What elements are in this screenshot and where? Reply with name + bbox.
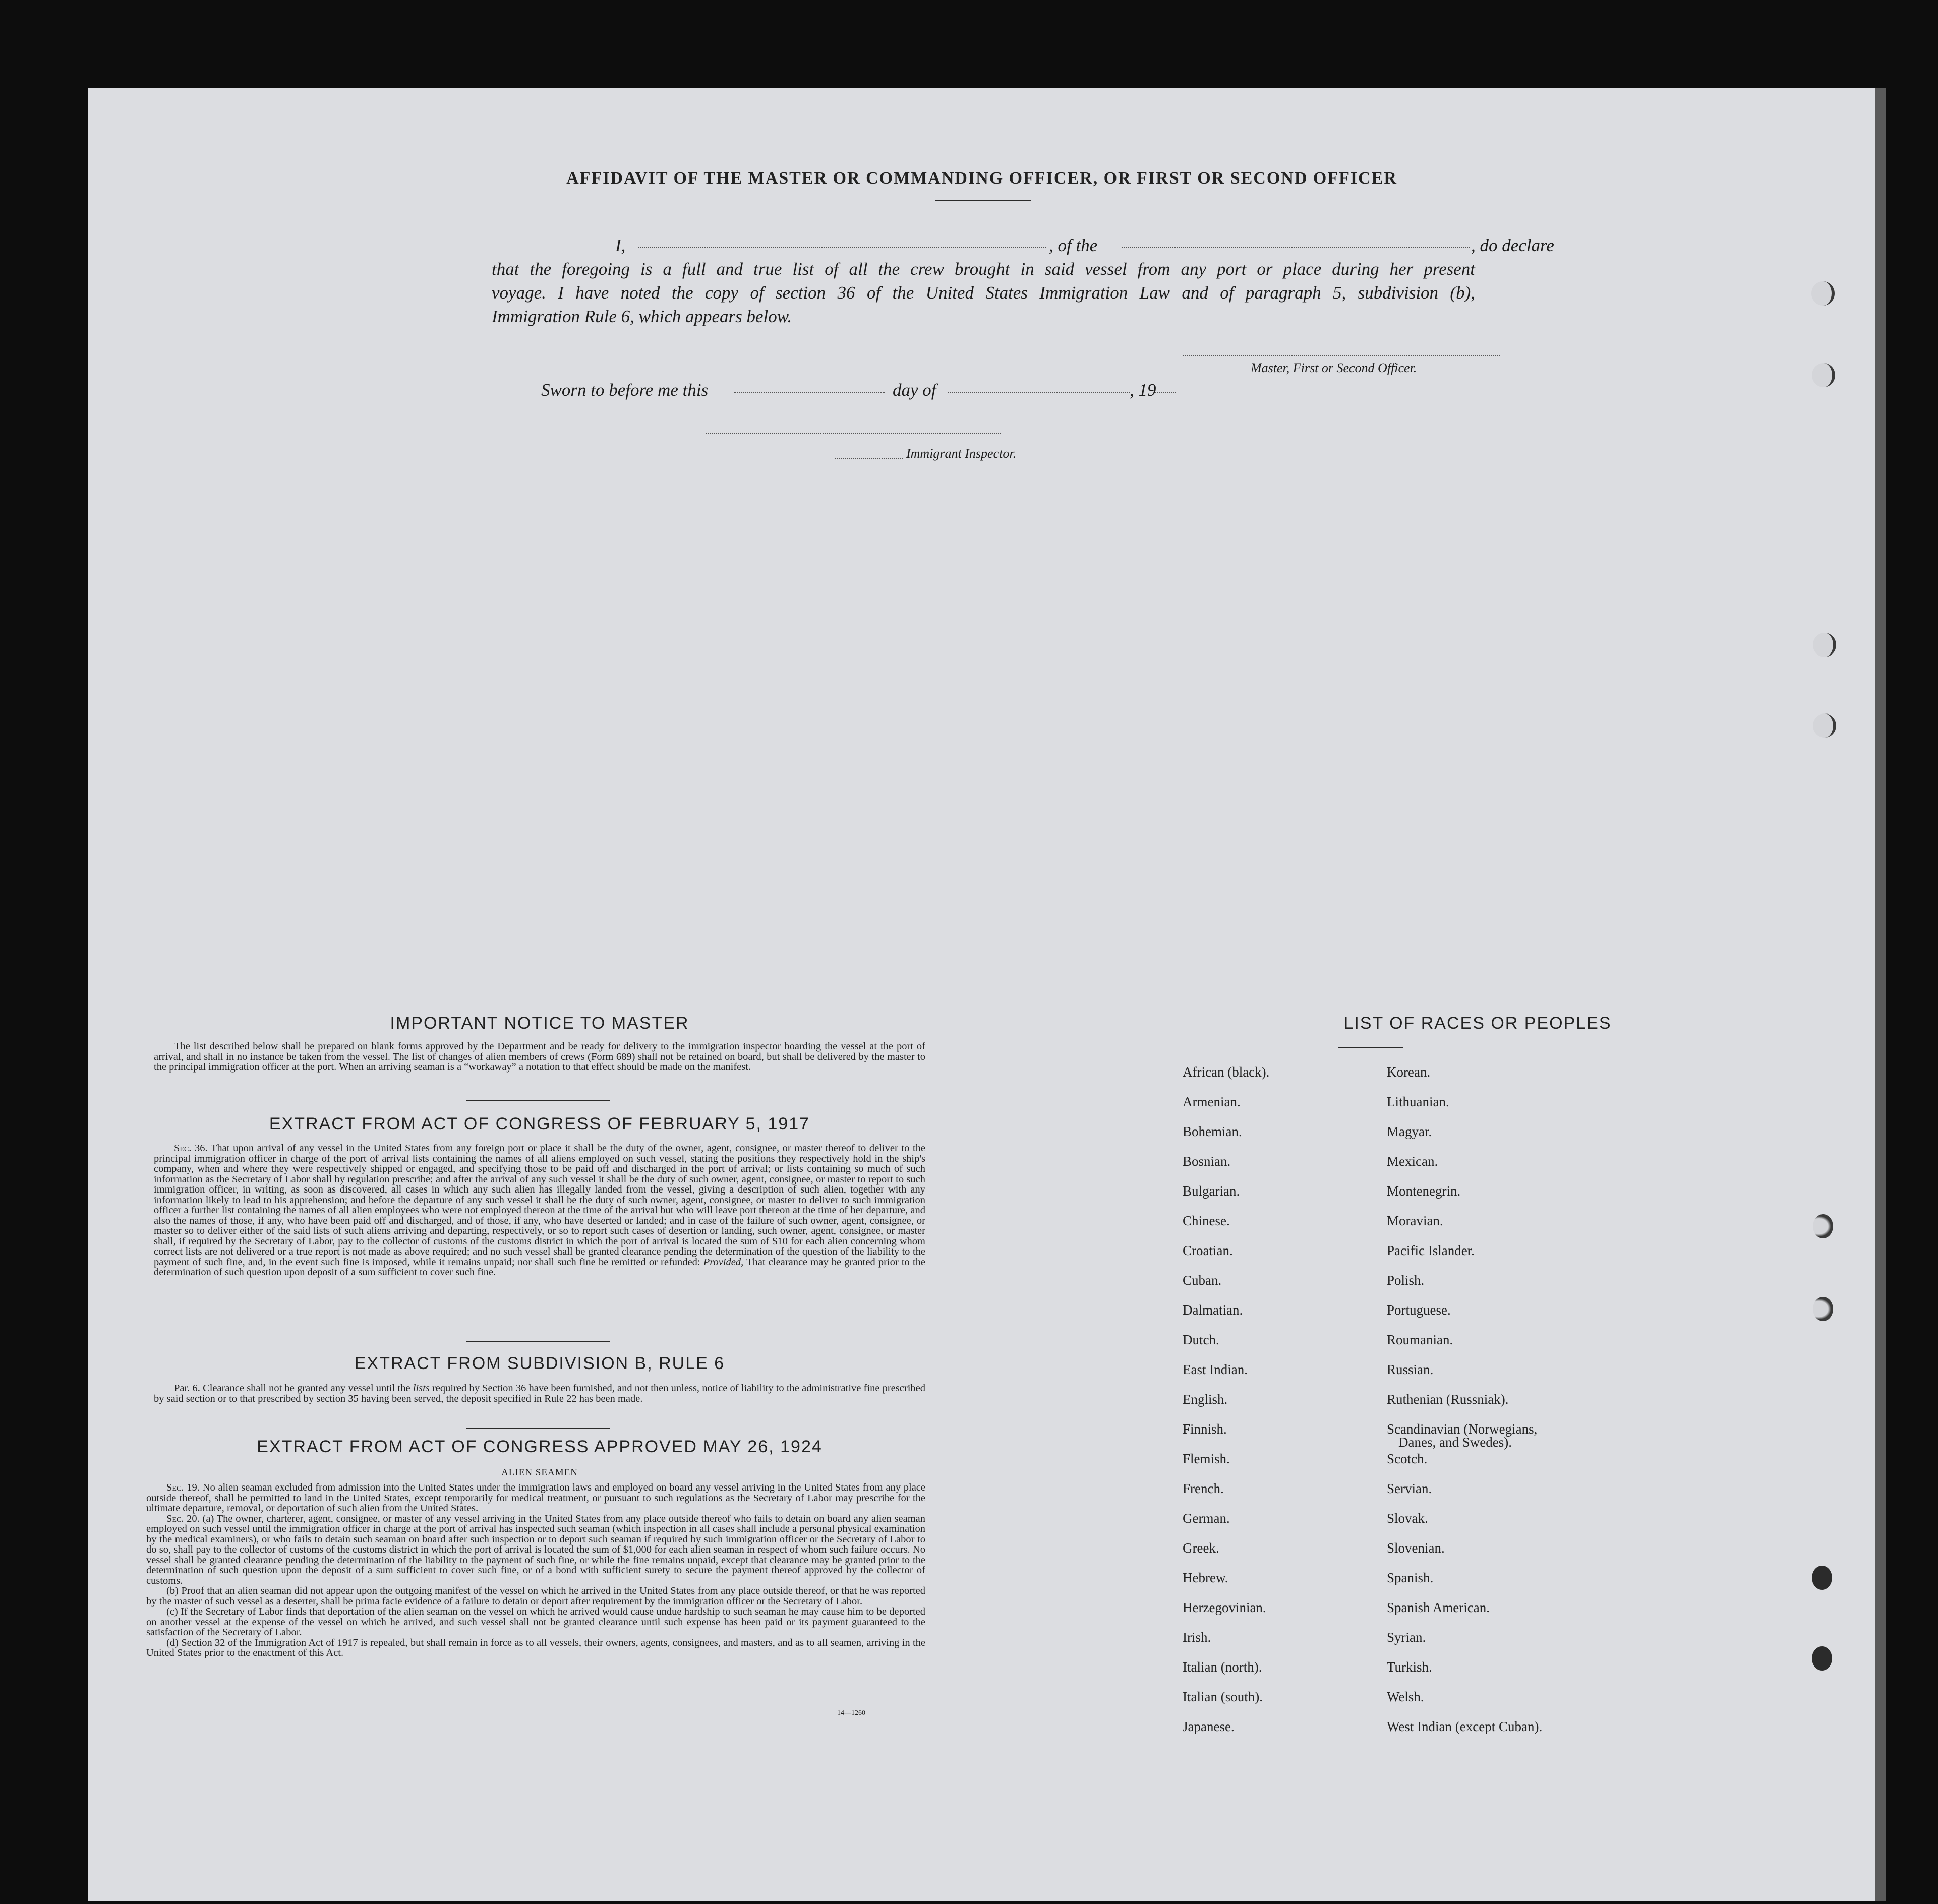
- race-right-6: Pacific Islander.: [1387, 1243, 1475, 1258]
- race-right-1: Lithuanian.: [1387, 1094, 1449, 1109]
- day-of-label: day of: [893, 380, 936, 400]
- form-number: 14—1260: [837, 1709, 865, 1717]
- affidavit-title-rule: [935, 200, 1031, 201]
- race-left-19: Irish.: [1183, 1630, 1211, 1645]
- race-right-4: Montenegrin.: [1387, 1183, 1461, 1199]
- race-left-22: Japanese.: [1183, 1719, 1235, 1734]
- binder-hole-6: [1813, 1297, 1833, 1321]
- section-20c-paragraph: (c) If the Secretary of Labor finds that deportation of the alien seaman on the vessel on which he arrived would cause undue hardship to such seaman he may cause him to be deported on another vessel at the expense of the vessel on which he arrived, and such vessel shall not be granted clearance until such expense has been paid or its payment guaranteed to the satisfaction of the Secretary of Labor.: [146, 1606, 925, 1638]
- section-20b-paragraph: (b) Proof that an alien seaman did not appear upon the outgoing manifest of the vessel on which he arrived in the United States from any place outside thereof, or that he was reported by the master of such vessel as a deserter, shall be prima facie evidence of a failure to detain or deport after requirement by the immigration officer or the Secretary of Labor.: [146, 1585, 925, 1607]
- lists-label: lists: [413, 1383, 430, 1394]
- inspector-label: Immigrant Inspector.: [906, 446, 1017, 461]
- race-left-5: Chinese.: [1183, 1213, 1230, 1228]
- section-20d-paragraph: (d) Section 32 of the Immigration Act of 1917 is repealed, but shall remain in force as to all vessels, their owners, agents, consignees, and masters, and as to all seamen, arriving in the United States prior to the enactment of this Act.: [146, 1637, 925, 1658]
- race-right-17: Spanish.: [1387, 1570, 1434, 1585]
- section-20a-paragraph: [146, 1514, 925, 1586]
- alien-seamen-subtitle: ALIEN SEAMEN: [501, 1467, 578, 1478]
- master-signature-line[interactable]: [1183, 355, 1500, 356]
- binder-hole-5: [1813, 1214, 1833, 1238]
- sworn-year-line[interactable]: [1153, 392, 1176, 393]
- binder-hole-3: [1813, 633, 1836, 657]
- rule-3: [466, 1428, 610, 1429]
- rule-2: [466, 1341, 610, 1342]
- race-left-2: Bohemian.: [1183, 1124, 1242, 1139]
- affidavit-line-1: that the foregoing is a full and true list of all the crew brought in said vessel from any port or place during her present: [492, 259, 1475, 279]
- race-right-7: Polish.: [1387, 1273, 1425, 1288]
- race-right-20: Turkish.: [1387, 1659, 1432, 1675]
- section-36-text-end: That clearance may be granted prior to the determination of such question upon deposit of a sum sufficient to cover such fine.: [154, 1256, 925, 1278]
- race-right-12: Scandinavian (Norwegians,: [1387, 1421, 1538, 1437]
- binder-hole-1: [1811, 281, 1835, 306]
- section-20-label: Sec. 20.: [166, 1513, 200, 1524]
- races-title: LIST OF RACES OR PEOPLES: [1343, 1014, 1612, 1033]
- notice-paragraph: The list described below shall be prepared on blank forms approved by the Department and be ready for delivery to the immigration inspector boarding the vessel at the port of arrival, and shall in no instance be taken from the vessel. The list of changes of alien members of crews (Form 689) shall not be retained on board, but shall be delivered by the master to the principal immigration officer at the port. When an arriving seaman is a “workaway” a notation to that effect should be made on the manifest.: [154, 1041, 925, 1073]
- race-right-13: Scotch.: [1387, 1451, 1428, 1466]
- race-left-21: Italian (south).: [1183, 1689, 1263, 1704]
- year-label: , 19: [1130, 380, 1156, 400]
- binder-hole-8: [1812, 1646, 1832, 1671]
- section-36-text: That upon arrival of any vessel in the United States from any foreign port or place it shall be the duty of the owner, agent, consignee, or master thereof to deliver to the principal immigration officer in charge of the port of arrival lists containing the names of all aliens employed on such vessel, stating the positions they respectively hold in the ship's company, when and where they were respectively shipped or engaged, and specifying those to be paid off and discharged in the port of arrival; or lists containing so much of such information as the Secretary of Labor shall by regulation prescribe; and after the arrival of any such vessel it shall be the duty of such owner, agent, consignee, or master to report to such immigration officer, in writing, as soon as discovered, all cases in which any such alien has illegally landed from the vessel, giving a description of such alien, together with any information likely to lead to his apprehension; and before the departure of any such vessel it shall be the duty of such owner, agent, consignee, or master to deliver to such immigration officer a further list containing the names of all alien employees who were not employed thereon at the time of the arrival but who will leave port thereon at the time of her departure, and also the names of those, if any, who have been paid off and discharged, and of those, if any, who have deserted or landed; and in case of the failure of such owner, agent, consignee, or master so to deliver either of the said lists of such aliens arriving and departing, respectively, or so to report such cases of desertion or landing, such owner, agent, consignee, or master shall, if required by the Secretary of Labor, pay to the collector of customs of the customs district in which the port of arrival is located the sum of $10 for each alien concerning whom correct lists are not delivered or a true report is not made as above required; and no such vessel shall be granted clearance pending the determination of the question of the liability to the payment of such fine, and, in the event such fine is imposed, while it remains unpaid; nor shall such fine be remitted or refunded:: [154, 1143, 925, 1268]
- sheet-edge-right: [1875, 88, 1886, 1901]
- master-signature-label: Master, First or Second Officer.: [1251, 361, 1417, 375]
- race-left-14: French.: [1183, 1481, 1224, 1496]
- sworn-label: Sworn to before me this: [541, 380, 709, 400]
- race-left-8: Dalmatian.: [1183, 1302, 1243, 1318]
- race-right-19: Syrian.: [1387, 1630, 1426, 1645]
- binder-hole-4: [1813, 713, 1836, 738]
- race-left-6: Croatian.: [1183, 1243, 1233, 1258]
- race-left-10: East Indian.: [1183, 1362, 1248, 1377]
- race-left-11: English.: [1183, 1392, 1228, 1407]
- provided-label: Provided,: [703, 1256, 744, 1268]
- inspector-short-line: [835, 458, 903, 459]
- race-left-0: African (black).: [1183, 1064, 1270, 1080]
- form-page: [88, 88, 1875, 1901]
- binder-hole-2: [1812, 363, 1835, 387]
- section-19-paragraph: [146, 1482, 925, 1514]
- par-6-text-end: required by Section 36 have been furnished, and not then unless, notice of liability to the administrative fine prescribed by said section or to that prescribed by section 35 having been served, the deposit specified in Rule 22 has been made.: [154, 1383, 925, 1404]
- races-title-rule: [1338, 1047, 1403, 1048]
- officer-name-line[interactable]: [638, 247, 1046, 248]
- rule-1: [466, 1100, 610, 1101]
- race-right-21: Welsh.: [1387, 1689, 1424, 1704]
- race-left-17: Hebrew.: [1183, 1570, 1228, 1585]
- race-right-10: Russian.: [1387, 1362, 1434, 1377]
- notice-body: [154, 1041, 925, 1073]
- race-right-11: Ruthenian (Russniak).: [1387, 1392, 1509, 1407]
- extract-rule6-title: EXTRACT FROM SUBDIVISION B, RULE 6: [354, 1354, 725, 1373]
- race-right-18: Spanish American.: [1387, 1600, 1490, 1615]
- affidavit-of-the-label: , of the: [1049, 235, 1098, 255]
- binder-hole-7: [1812, 1566, 1832, 1590]
- race-left-18: Herzegovinian.: [1183, 1600, 1266, 1615]
- extract-1917-title: EXTRACT FROM ACT OF CONGRESS OF FEBRUARY 5, 1917: [269, 1114, 810, 1134]
- extract-1924-body: [146, 1482, 925, 1658]
- vessel-name-line[interactable]: [1122, 247, 1470, 248]
- affidavit-title: AFFIDAVIT OF THE MASTER OR COMMANDING OFFICER, OR FIRST OR SECOND OFFICER: [566, 169, 1397, 188]
- affidavit-declaration: [492, 257, 1475, 328]
- race-left-12: Finnish.: [1183, 1421, 1227, 1437]
- race-right-3: Mexican.: [1387, 1154, 1438, 1169]
- race-right-8: Portuguese.: [1387, 1302, 1451, 1318]
- race-left-3: Bosnian.: [1183, 1154, 1231, 1169]
- extract-1924-title: EXTRACT FROM ACT OF CONGRESS APPROVED MAY 26, 1924: [257, 1437, 823, 1456]
- race-left-20: Italian (north).: [1183, 1659, 1262, 1675]
- notice-title: IMPORTANT NOTICE TO MASTER: [390, 1014, 689, 1033]
- race-right-5: Moravian.: [1387, 1213, 1443, 1228]
- sworn-month-line[interactable]: [948, 392, 1130, 393]
- inspector-signature-line[interactable]: [706, 433, 1001, 434]
- race-right-2: Magyar.: [1387, 1124, 1432, 1139]
- race-left-9: Dutch.: [1183, 1332, 1219, 1347]
- section-20a-text: (a) The owner, charterer, agent, consignee, or master of any vessel arriving in the United States from any place outside thereof who fails to detain on board any alien seaman employed on such vessel until the immigration officer in charge at the port of arrival has inspected such seaman (which inspection in all cases shall include a personal physical examination by the medical examiners), or who fails to detain such seaman on board after such inspection or to deport such seaman if required by such immigration officer or the Secretary of Labor to do so, shall pay to the collector of customs of the customs district in which the port of arrival is located the sum of $1,000 for each alien seaman in respect of whom such failure occurs. No vessel shall be granted clearance pending the determination of the liability to the payment of such fine, or while the fine remains unpaid, except that clearance may be granted prior to the determination of such question upon the deposit of a sum sufficient to cover such fine, or of a bond with sufficient surety to secure the payment thereof approved by the collector of customs.: [146, 1513, 926, 1586]
- section-19-text: No alien seaman excluded from admission into the United States under the immigration laws and employed on board any vessel arriving in the United States from any place outside thereof, shall be permitted to land in the United States, except temporarily for medical treatment, or pursuant to such regulations as the Secretary of Labor may prescribe for the ultimate departure, removal, or deportation of such alien from the United States.: [146, 1482, 926, 1514]
- affidavit-line-3: Immigration Rule 6, which appears below.: [492, 307, 792, 326]
- race-left-15: German.: [1183, 1511, 1230, 1526]
- race-left-1: Armenian.: [1183, 1094, 1241, 1109]
- sworn-day-line[interactable]: [734, 392, 885, 393]
- section-19-label: Sec. 19.: [166, 1482, 200, 1493]
- race-left-4: Bulgarian.: [1183, 1183, 1240, 1199]
- affidavit-do-declare-label: , do declare: [1471, 235, 1554, 255]
- extract-1917-body: [154, 1143, 925, 1278]
- race-left-16: Greek.: [1183, 1540, 1219, 1556]
- race-right-0: Korean.: [1387, 1064, 1431, 1080]
- race-right-9: Roumanian.: [1387, 1332, 1453, 1347]
- race-left-7: Cuban.: [1183, 1273, 1222, 1288]
- affidavit-line-2: voyage. I have noted the copy of section 36 of the United States Immigration Law and of paragraph 5, subdivision (b),: [492, 283, 1475, 303]
- section-36-label: Sec. 36.: [174, 1143, 208, 1154]
- extract-rule6-body: [154, 1383, 925, 1404]
- section-36-paragraph: [154, 1143, 925, 1278]
- race-scandinavian-continued: Danes, and Swedes).: [1398, 1435, 1512, 1450]
- race-right-22: West Indian (except Cuban).: [1387, 1719, 1543, 1734]
- par-6-text: Par. 6. Clearance shall not be granted any vessel until the: [174, 1383, 410, 1394]
- race-right-14: Servian.: [1387, 1481, 1432, 1496]
- par-6-paragraph: [154, 1383, 925, 1404]
- affidavit-i-label: I,: [615, 235, 626, 255]
- race-right-16: Slovenian.: [1387, 1540, 1445, 1556]
- race-left-13: Flemish.: [1183, 1451, 1230, 1466]
- race-right-15: Slovak.: [1387, 1511, 1428, 1526]
